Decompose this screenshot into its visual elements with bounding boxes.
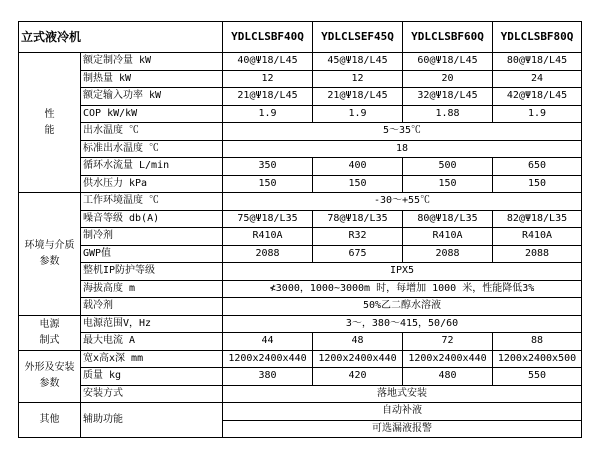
- table-row: [19, 385, 582, 403]
- table-row: [19, 403, 582, 421]
- param-label: 额定制冷量 kW: [81, 53, 223, 71]
- spec-value: 1200x2400x440: [223, 350, 313, 368]
- spec-value: 12: [223, 70, 313, 88]
- table-title: 立式液冷机: [19, 22, 223, 53]
- spec-value: R410A: [223, 228, 313, 246]
- group-label: 电源 制式: [19, 315, 81, 350]
- table-row: [19, 280, 582, 298]
- param-label: 循环水流量 L/min: [81, 158, 223, 176]
- spec-value: 2088: [223, 245, 313, 263]
- spec-value: 500: [403, 158, 493, 176]
- group-label: 外形及安装 参数: [19, 350, 81, 403]
- spec-value: 150: [313, 175, 403, 193]
- spec-value: 150: [403, 175, 493, 193]
- table-row: [19, 245, 582, 263]
- param-label: 载冷剂: [81, 298, 223, 316]
- spec-value: 12: [313, 70, 403, 88]
- table-row: [19, 315, 582, 333]
- spec-value-merged: 可选漏液报警: [223, 420, 582, 438]
- table-row: [19, 263, 582, 281]
- spec-value-merged: 3～，380～415，50/60: [223, 315, 582, 333]
- spec-table: [18, 21, 582, 438]
- spec-value: 78@Ψ18/L35: [313, 210, 403, 228]
- spec-value: 72: [403, 333, 493, 351]
- param-label: 宽x高x深 mm: [81, 350, 223, 368]
- spec-value: 32@Ψ18/L45: [403, 88, 493, 106]
- spec-value-merged: IPX5: [223, 263, 582, 281]
- table-row: [19, 140, 582, 158]
- spec-value-merged: 自动补液: [223, 403, 582, 421]
- spec-value: 88: [493, 333, 582, 351]
- spec-value: 20: [403, 70, 493, 88]
- spec-value: 82@Ψ18/L35: [493, 210, 582, 228]
- spec-value: 60@Ψ18/L45: [403, 53, 493, 71]
- spec-value: 150: [223, 175, 313, 193]
- spec-value: 550: [493, 368, 582, 386]
- table-row: [19, 175, 582, 193]
- spec-value: 1.9: [493, 105, 582, 123]
- spec-value: 21@Ψ18/L45: [223, 88, 313, 106]
- param-label: 制热量 kW: [81, 70, 223, 88]
- spec-value: 1200x2400x500: [493, 350, 582, 368]
- spec-value: 75@Ψ18/L35: [223, 210, 313, 228]
- spec-value: 150: [493, 175, 582, 193]
- spec-value: 24: [493, 70, 582, 88]
- header-row: [19, 22, 582, 53]
- spec-value-merged: 5～35℃: [223, 123, 582, 141]
- spec-table-body: [19, 53, 582, 438]
- spec-value: R32: [313, 228, 403, 246]
- table-row: [19, 210, 582, 228]
- model-header: YDLCLSBF60Q: [403, 22, 493, 53]
- model-header: YDLCLSBF40Q: [223, 22, 313, 53]
- param-label: 质量 kg: [81, 368, 223, 386]
- table-row: [19, 350, 582, 368]
- spec-value: 45@Ψ18/L45: [313, 53, 403, 71]
- table-row: [19, 53, 582, 71]
- spec-value: 2088: [493, 245, 582, 263]
- param-label: 供水压力 kPa: [81, 175, 223, 193]
- spec-value: 1.88: [403, 105, 493, 123]
- spec-value: 42@Ψ18/L45: [493, 88, 582, 106]
- spec-value: 480: [403, 368, 493, 386]
- param-label: 噪音等级 db(A): [81, 210, 223, 228]
- spec-value: 80@Ψ18/L45: [493, 53, 582, 71]
- table-row: [19, 193, 582, 211]
- spec-value: 1.9: [223, 105, 313, 123]
- table-row: [19, 158, 582, 176]
- spec-value: 1200x2400x440: [313, 350, 403, 368]
- spec-value: 40@Ψ18/L45: [223, 53, 313, 71]
- model-header: YDLCLSEF45Q: [313, 22, 403, 53]
- spec-value: 650: [493, 158, 582, 176]
- spec-value: 380: [223, 368, 313, 386]
- spec-value: 1200x2400x440: [403, 350, 493, 368]
- spec-value: R410A: [493, 228, 582, 246]
- table-row: [19, 298, 582, 316]
- param-label: 额定输入功率 kW: [81, 88, 223, 106]
- spec-value: 48: [313, 333, 403, 351]
- param-label: COP kW/kW: [81, 105, 223, 123]
- table-row: [19, 105, 582, 123]
- param-label: 工作环境温度 ℃: [81, 193, 223, 211]
- table-row: [19, 368, 582, 386]
- spec-value: 400: [313, 158, 403, 176]
- group-label: 其他: [19, 403, 81, 438]
- param-label: GWP值: [81, 245, 223, 263]
- param-label: 出水温度 ℃: [81, 123, 223, 141]
- param-label: 安装方式: [81, 385, 223, 403]
- spec-value: R410A: [403, 228, 493, 246]
- spec-value: 675: [313, 245, 403, 263]
- spec-value: 2088: [403, 245, 493, 263]
- spec-value-merged: 落地式安装: [223, 385, 582, 403]
- spec-value: 420: [313, 368, 403, 386]
- group-label: 性 能: [19, 53, 81, 193]
- model-header: YDLCLSBF80Q: [493, 22, 582, 53]
- table-row: [19, 228, 582, 246]
- spec-value-merged: -30～+55℃: [223, 193, 582, 211]
- param-label: 电源范围V，Hz: [81, 315, 223, 333]
- table-row: [19, 88, 582, 106]
- table-row: [19, 333, 582, 351]
- spec-value-merged: 18: [223, 140, 582, 158]
- param-label: 最大电流 A: [81, 333, 223, 351]
- param-label: 整机IP防护等级: [81, 263, 223, 281]
- spec-value-merged: 50%乙二醇水溶液: [223, 298, 582, 316]
- spec-value: 1.9: [313, 105, 403, 123]
- param-label: 标准出水温度 ℃: [81, 140, 223, 158]
- param-label: 海拔高度 m: [81, 280, 223, 298]
- param-label: 制冷剂: [81, 228, 223, 246]
- param-label: 辅助功能: [81, 403, 223, 438]
- spec-value-merged: ≮3000，1000~3000m 时，每增加 1000 米，性能降低3%: [223, 280, 582, 298]
- spec-value: 80@Ψ18/L35: [403, 210, 493, 228]
- spec-value: 21@Ψ18/L45: [313, 88, 403, 106]
- table-row: [19, 70, 582, 88]
- table-row: [19, 123, 582, 141]
- spec-value: 350: [223, 158, 313, 176]
- group-label: 环境与介质 参数: [19, 193, 81, 316]
- spec-value: 44: [223, 333, 313, 351]
